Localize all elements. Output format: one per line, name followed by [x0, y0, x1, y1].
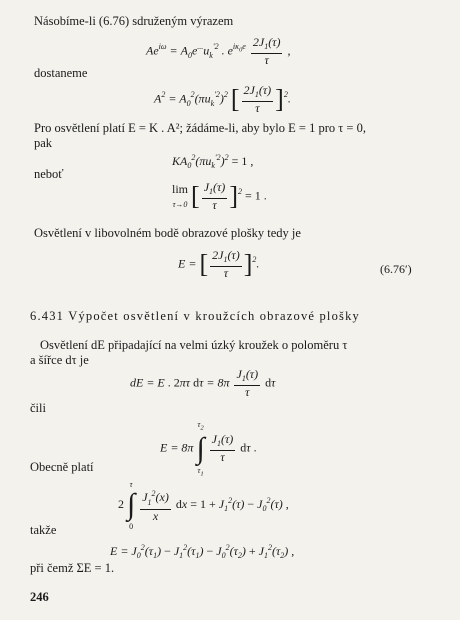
- text-line-3: Pro osvětlení platí E = K . A²; žádáme-li, aby bylo E = 1 pro τ = 0,: [34, 121, 366, 135]
- equation-ring-illumination: dE = E . 2πτ dτ = 8π $\frac{J_1(\tau)}{\tau}$ dτ: [130, 367, 276, 400]
- text-line-10: Obecně platí: [30, 460, 94, 474]
- section-heading: 6.431 Výpočet osvětlení v kroužcích obrazové plošky: [30, 309, 360, 323]
- text-line-4: pak: [34, 136, 53, 150]
- text-line-8: a šířce dτ je: [30, 353, 89, 367]
- text-line-12: při čemž ΣE = 1.: [30, 561, 115, 575]
- text-line-5: neboť: [34, 167, 64, 181]
- equation-limit: lim τ→0 [ $\frac{J_1(\tau)}{\tau}$ ]$^2$ = 1 .: [172, 180, 267, 213]
- text-line-7: Osvětlení dE připadající na velmi úzký kroužek o poloměru τ: [40, 338, 348, 352]
- text-line-9: čili: [30, 401, 46, 415]
- equation-integral-E: E = 8π $\tau_2$ ∫ $\tau_1$ $\frac{J_1(\tau)}{\tau}$ dτ .: [160, 420, 257, 478]
- text-line-1: Násobíme-li (6.76) sdruženým výrazem: [34, 14, 234, 28]
- equation-amplitude-squared: $A^2 = A_0^2(\pi u_k^{'2})^2$ [ $\frac{2J_1(\tau)}{\tau}$ ]$^2$.: [154, 83, 291, 116]
- equation-number: (6.76′): [380, 262, 412, 276]
- equation-ring-result: $E = J_0^2(\tau_1) - J_1^2(\tau_1) - J_0^2(\tau_2) + J_1^2(\tau_2)$ ,: [110, 543, 295, 561]
- text-line-11: takže: [30, 523, 57, 537]
- equation-illumination: E = [ $\frac{2J_1(\tau)}{\tau}$ ]$^2$.: [178, 248, 260, 281]
- text-line-2: dostaneme: [34, 66, 88, 80]
- equation-general-identity: 2 τ ∫ 0 $\frac{J_1^2(x)}{x}$ dx = $1 + J_1^2(\tau) - J_0^2(\tau)$ ,: [118, 480, 289, 531]
- page-number: 246: [30, 590, 49, 604]
- equation-normalization: $KA_0^2(\pi u_k^{'2})^2 = 1$ ,: [172, 153, 254, 171]
- text-line-6: Osvětlení v libovolném bodě obrazové plošky tedy je: [34, 226, 301, 240]
- equation-conjugate-product: $Ae^{i\omega} = A_0e^{...}u_k^{'2}$ . $e^{i\kappa_0e}$ $\frac{2J_1(\tau)}{\tau}$ ,: [146, 35, 291, 68]
